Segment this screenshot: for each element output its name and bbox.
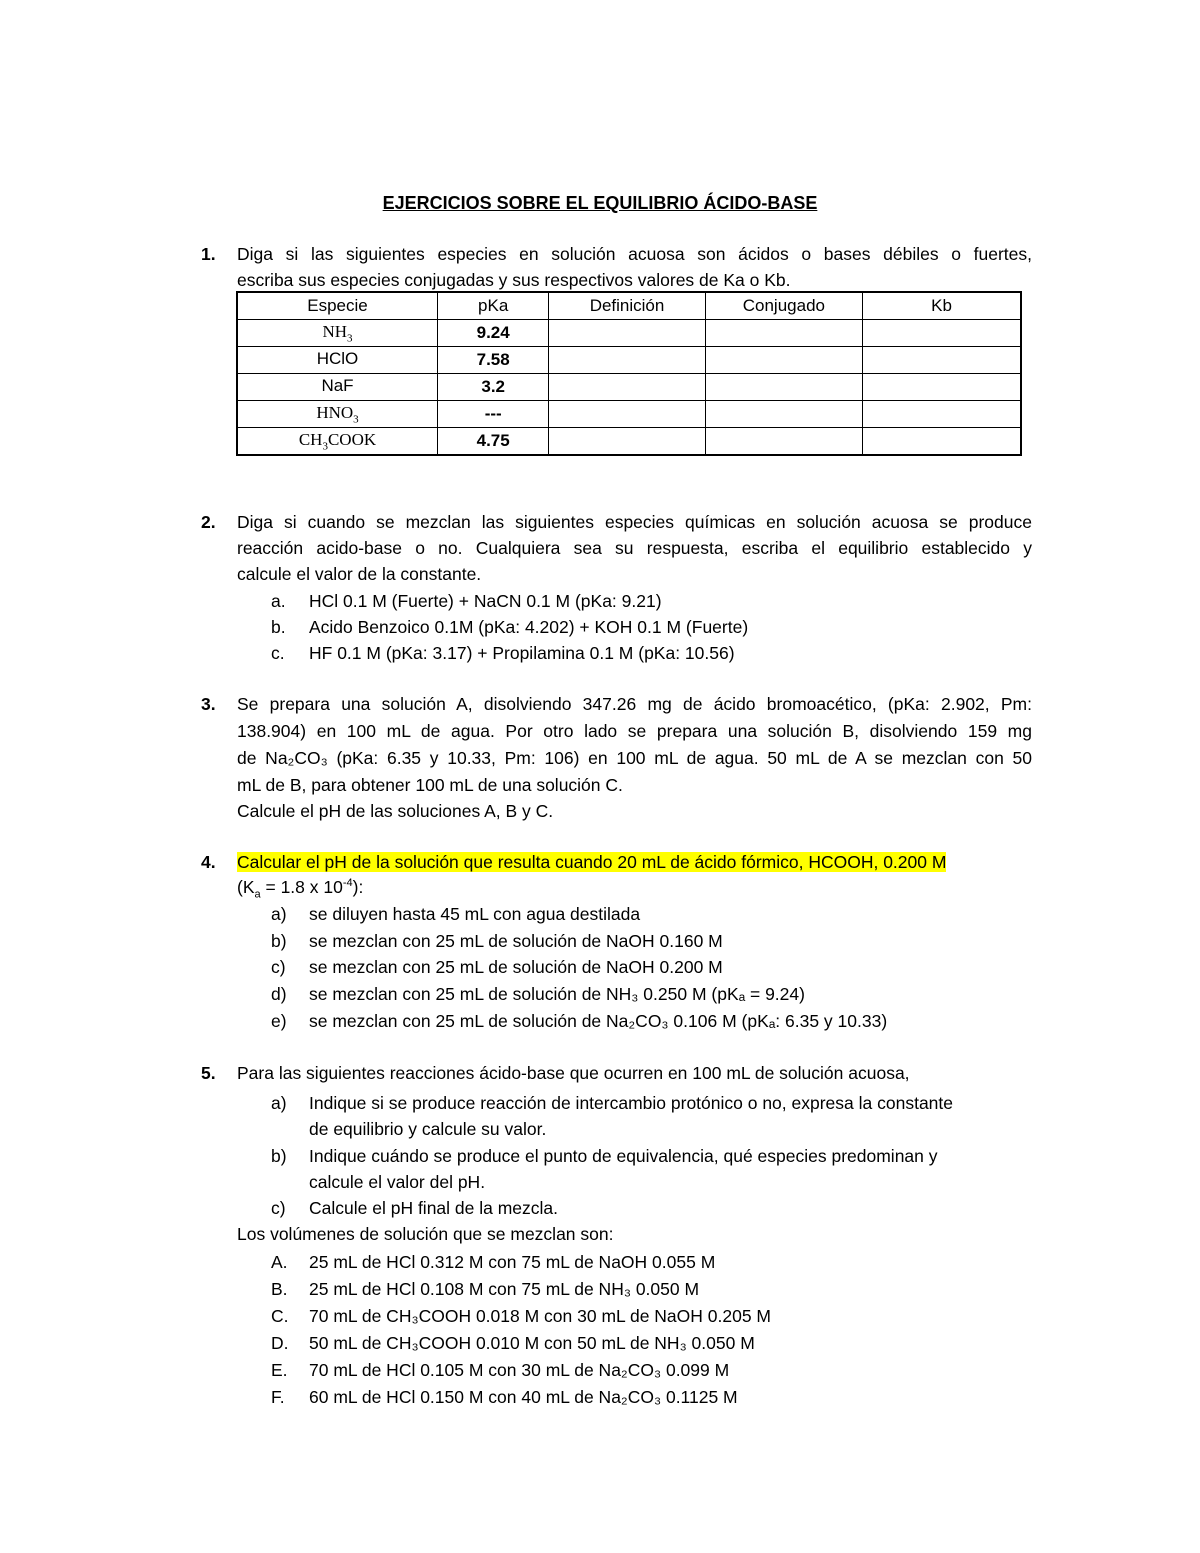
q2-item-label: a. <box>271 591 286 611</box>
header-especie: Especie <box>237 292 438 320</box>
definicion-cell <box>549 347 705 374</box>
q2-line-3: calcule el valor de la constante. <box>237 564 482 584</box>
q4-line-1 <box>237 852 946 873</box>
mix-text: 25 mL de HCl 0.312 M con 75 mL de NaOH 0.055 M <box>309 1252 716 1272</box>
mix-label: B. <box>271 1279 288 1299</box>
pka-cell: 7.58 <box>438 347 549 374</box>
q4-item-label: c) <box>271 957 286 977</box>
q1-number: 1. <box>201 244 216 264</box>
q5-item-label: c) <box>271 1198 286 1218</box>
q4-item-text: se mezclan con 25 mL de solución de NaOH 0.160 M <box>309 931 723 951</box>
q4-item-label: d) <box>271 984 287 1004</box>
q4-number: 4. <box>201 852 216 872</box>
species-cell: HClO <box>237 347 438 374</box>
table-row <box>237 374 1021 401</box>
q1-line-2: escriba sus especies conjugadas y sus respectivos valores de Ka o Kb. <box>237 270 791 290</box>
mix-text: 70 mL de CH₃COOH 0.018 M con 30 mL de NaOH 0.205 M <box>309 1306 772 1326</box>
q3-line-4: mL de B, para obtener 100 mL de una solución C. <box>237 775 623 795</box>
q5-item-label: b) <box>271 1146 287 1166</box>
mix-text: 70 mL de HCl 0.105 M con 30 mL de Na₂CO₃ 0.099 M <box>309 1360 730 1380</box>
q4-item-label: a) <box>271 904 287 924</box>
q2-line-1: Diga si cuando se mezclan las siguientes especies químicas en solución acuosa se produce <box>237 512 1032 532</box>
highlighted-text: Calcular el pH de la solución que resulta cuando 20 mL de ácido fórmico, HCOOH, 0.200 M <box>237 852 947 872</box>
kb-cell <box>863 320 1021 347</box>
q2-line-2: reacción acido-base o no. Cualquiera sea su respuesta, escriba el equilibrio establecido y <box>237 538 1032 558</box>
q4-item-label: b) <box>271 931 287 951</box>
q5-item-text: Indique cuándo se produce el punto de equivalencia, qué especies predominan y <box>309 1146 938 1166</box>
kb-cell <box>863 347 1021 374</box>
definicion-cell <box>549 320 705 347</box>
conjugado-cell <box>705 347 862 374</box>
q5-item-text: Indique si se produce reacción de intercambio protónico o no, expresa la constante <box>309 1093 954 1113</box>
mix-label: E. <box>271 1360 288 1380</box>
mix-label: D. <box>271 1333 289 1353</box>
header-definicion: Definición <box>549 292 705 320</box>
table-row <box>237 320 1021 347</box>
q3-line-2: 138.904) en 100 mL de agua. Por otro lado se prepara una solución B, disolviendo 159 mg <box>237 721 1032 741</box>
pka-cell: 4.75 <box>438 428 549 456</box>
q2-item-text: Acido Benzoico 0.1M (pKa: 4.202) + KOH 0.1 M (Fuerte) <box>309 617 749 637</box>
species-cell: NaF <box>237 374 438 401</box>
q5-item-label: a) <box>271 1093 287 1113</box>
q3-line-5: Calcule el pH de las soluciones A, B y C. <box>237 801 554 821</box>
q4-line-2: ($K_a = 1.8$ x $10^{-4}$): <box>237 877 364 901</box>
species-table <box>236 291 1022 456</box>
table-row <box>237 401 1021 428</box>
q1-line-1: Diga si las siguientes especies en solución acuosa son ácidos o bases débiles o fuertes, <box>237 244 1032 264</box>
q5-number: 5. <box>201 1063 216 1083</box>
definicion-cell <box>549 374 705 401</box>
mix-label: C. <box>271 1306 289 1326</box>
header-pka: pKa <box>438 292 549 320</box>
q5-item-text-cont: de equilibrio y calcule su valor. <box>309 1119 547 1139</box>
q2-item-text: HCl 0.1 M (Fuerte) + NaCN 0.1 M (pKa: 9.21) <box>309 591 662 611</box>
conjugado-cell <box>705 428 862 456</box>
q4-item-text: se mezclan con 25 mL de solución de NH₃ 0.250 M (pKₐ = 9.24) <box>309 984 805 1004</box>
q5-item-text-cont: calcule el valor del pH. <box>309 1172 486 1192</box>
species-cell: $HNO_3$ <box>237 401 438 428</box>
species-cell: $NH_3$ <box>237 320 438 347</box>
definicion-cell <box>549 401 705 428</box>
kb-cell <box>863 374 1021 401</box>
pka-cell: 9.24 <box>438 320 549 347</box>
q4-item-label: e) <box>271 1011 287 1031</box>
definicion-cell <box>549 428 705 456</box>
q5-line-1: Para las siguientes reacciones ácido-base que ocurren en 100 mL de solución acuosa, <box>237 1063 910 1083</box>
q4-item-text: se mezclan con 25 mL de solución de Na₂CO₃ 0.106 M (pKₐ: 6.35 y 10.33) <box>309 1011 888 1031</box>
mix-label: A. <box>271 1252 288 1272</box>
q5-subhead: Los volúmenes de solución que se mezclan son: <box>237 1224 614 1244</box>
q2-number: 2. <box>201 512 216 532</box>
mix-text: 50 mL de CH₃COOH 0.010 M con 50 mL de NH₃ 0.050 M <box>309 1333 755 1353</box>
table-row <box>237 347 1021 374</box>
pka-cell: --- <box>438 401 549 428</box>
kb-cell <box>863 428 1021 456</box>
q3-line-3: de Na₂CO₃ (pKa: 6.35 y 10.33, Pm: 106) en 100 mL de agua. 50 mL de A se mezclan con 50 <box>237 748 1032 768</box>
q4-item-text: se mezclan con 25 mL de solución de NaOH 0.200 M <box>309 957 723 977</box>
mix-text: 25 mL de HCl 0.108 M con 75 mL de NH₃ 0.050 M <box>309 1279 700 1299</box>
species-cell: $CH_3COOK$ <box>237 428 438 456</box>
q2-item-text: HF 0.1 M (pKa: 3.17) + Propilamina 0.1 M (pKa: 10.56) <box>309 643 735 663</box>
header-conjugado: Conjugado <box>705 292 862 320</box>
kb-cell <box>863 401 1021 428</box>
q5-item-text: Calcule el pH final de la mezcla. <box>309 1198 559 1218</box>
conjugado-cell <box>705 374 862 401</box>
table-row <box>237 428 1021 456</box>
pka-cell: 3.2 <box>438 374 549 401</box>
page-title: EJERCICIOS SOBRE EL EQUILIBRIO ÁCIDO-BASE <box>382 193 818 213</box>
q2-item-label: c. <box>271 643 285 663</box>
conjugado-cell <box>705 401 862 428</box>
table-header-row <box>237 292 1021 320</box>
conjugado-cell <box>705 320 862 347</box>
q3-line-1: Se prepara una solución A, disolviendo 347.26 mg de ácido bromoacético, (pKa: 2.902, Pm: <box>237 694 1032 714</box>
q2-item-label: b. <box>271 617 286 637</box>
mix-text: 60 mL de HCl 0.150 M con 40 mL de Na₂CO₃ 0.1125 M <box>309 1387 738 1407</box>
header-kb: Kb <box>863 292 1021 320</box>
mix-label: F. <box>271 1387 285 1407</box>
q4-item-text: se diluyen hasta 45 mL con agua destilada <box>309 904 641 924</box>
q3-number: 3. <box>201 694 216 714</box>
